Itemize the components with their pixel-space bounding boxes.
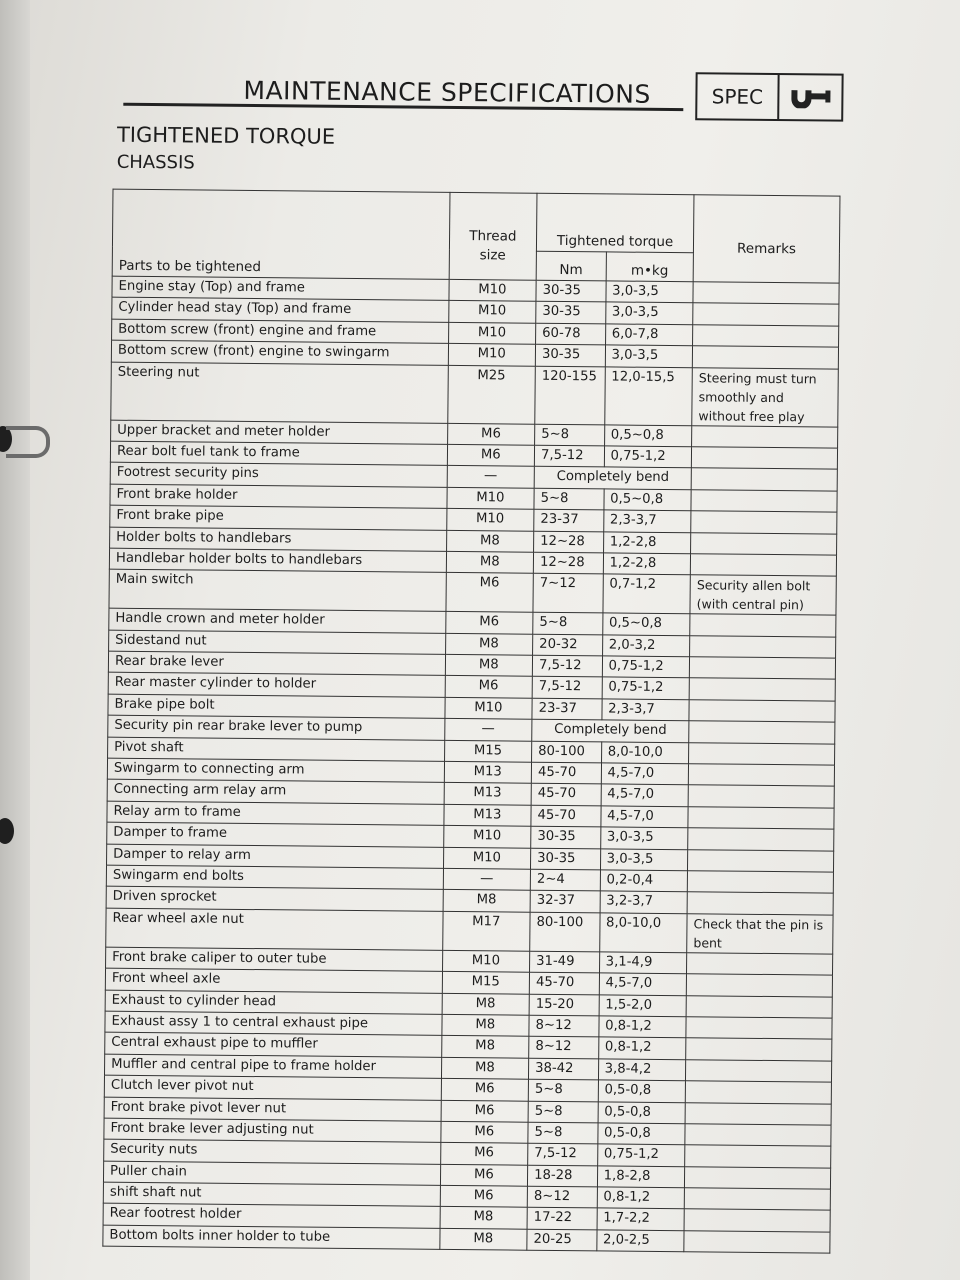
mkg-cell: 0,75-1,2 xyxy=(602,677,690,699)
page-title: MAINTENANCE SPECIFICATIONS xyxy=(243,75,651,109)
part-cell: Swingarm to connecting arm xyxy=(107,758,444,783)
part-cell: Rear wheel axle nut xyxy=(106,908,443,950)
mkg-cell: 3,1-4,9 xyxy=(599,952,687,974)
mkg-cell: 0,8-1,2 xyxy=(598,1016,686,1038)
remarks-cell xyxy=(687,871,833,894)
nm-cell: 7,5-12 xyxy=(532,655,602,677)
nm-cell: 7,5-12 xyxy=(534,445,604,467)
nm-cell: 20-25 xyxy=(527,1229,597,1251)
mkg-cell: 0,5~0,8 xyxy=(604,424,692,446)
nm-cell: 120-155 xyxy=(535,366,605,425)
thread-cell: M6 xyxy=(441,1100,529,1122)
remarks-cell: Check that the pin is bent xyxy=(687,913,833,953)
nm-cell: 5~8 xyxy=(535,424,605,446)
part-cell: Brake pipe bolt xyxy=(108,694,445,719)
thread-cell: M17 xyxy=(442,911,530,951)
thread-cell: M10 xyxy=(448,322,536,344)
remarks-cell xyxy=(686,1059,832,1082)
part-cell: Front brake pipe xyxy=(110,505,447,530)
nm-cell: 7,5-12 xyxy=(532,677,602,699)
remarks-cell xyxy=(690,635,836,658)
nm-cell: 32-37 xyxy=(530,891,600,913)
thread-cell: M6 xyxy=(440,1185,528,1207)
remarks-cell xyxy=(686,1017,832,1040)
remarks-cell xyxy=(689,721,835,744)
part-cell: Rear bolt fuel tank to frame xyxy=(110,441,447,466)
mkg-cell: 8,0-10,0 xyxy=(599,913,687,953)
page-edge xyxy=(0,0,30,1280)
nm-cell: 30-35 xyxy=(531,826,601,848)
nm-cell: 20-32 xyxy=(533,634,603,656)
nm-cell: 30-35 xyxy=(531,848,601,870)
mkg-cell: 0,5-0,8 xyxy=(597,1123,685,1145)
mkg-cell: 1,5-2,0 xyxy=(599,994,687,1016)
title-row xyxy=(123,65,844,132)
remarks-cell xyxy=(692,346,838,369)
part-cell: Handlebar holder bolts to handlebars xyxy=(109,548,446,573)
part-cell: Front wheel axle xyxy=(105,968,442,993)
part-cell: Footrest security pins xyxy=(110,462,447,487)
mkg-cell: 3,8-4,2 xyxy=(598,1059,686,1081)
nm-cell: 8~12 xyxy=(529,1037,599,1059)
nm-cell: 18-28 xyxy=(528,1165,598,1187)
remarks-cell xyxy=(689,742,835,765)
nm-cell: 31-49 xyxy=(530,951,600,973)
thread-cell: M8 xyxy=(441,1014,529,1036)
thread-cell: M8 xyxy=(442,993,530,1015)
thread-cell: M8 xyxy=(445,633,533,655)
thread-cell: M10 xyxy=(442,950,530,972)
nm-cell: 7~12 xyxy=(533,574,603,614)
part-cell: Steering nut xyxy=(111,362,448,423)
nm-cell: 5~8 xyxy=(534,488,604,510)
part-cell: Exhaust assy 1 to central exhaust pipe xyxy=(105,1011,442,1036)
mkg-cell: 4,5-7,0 xyxy=(601,763,689,785)
spec-label: SPEC xyxy=(697,74,779,119)
remarks-cell xyxy=(687,952,833,975)
nm-cell: 17-22 xyxy=(527,1208,597,1230)
nm-cell: 23-37 xyxy=(532,698,602,720)
remarks-cell xyxy=(685,1166,831,1189)
mkg-cell: 0,5~0,8 xyxy=(604,489,692,511)
mkg-cell: 4,5-7,0 xyxy=(601,784,689,806)
remarks-cell xyxy=(689,678,835,701)
remarks-cell xyxy=(685,1081,831,1104)
part-cell: Puller chain xyxy=(103,1161,440,1186)
part-cell: shift shaft nut xyxy=(103,1182,440,1207)
mkg-cell: 3,2-3,7 xyxy=(600,891,688,913)
mkg-cell: 1,7-2,2 xyxy=(597,1208,685,1230)
thread-cell: M13 xyxy=(443,804,531,826)
part-cell: Central exhaust pipe to muffler xyxy=(105,1032,442,1057)
nm-cell: 5~8 xyxy=(528,1101,598,1123)
thread-cell: M6 xyxy=(440,1143,528,1165)
remarks-cell xyxy=(691,489,837,512)
nm-cell: 45-70 xyxy=(531,762,601,784)
part-cell: Engine stay (Top) and frame xyxy=(112,276,449,301)
part-cell: Connecting arm relay arm xyxy=(107,780,444,805)
nm-cell: 80-100 xyxy=(532,741,602,763)
mkg-cell: 4,5-7,0 xyxy=(599,973,687,995)
remarks-cell xyxy=(690,554,836,577)
mkg-cell: 3,0-3,5 xyxy=(605,345,693,367)
nm-cell: 12~28 xyxy=(534,531,604,553)
thread-cell: M6 xyxy=(447,444,535,466)
thread-cell: — xyxy=(443,868,531,890)
part-cell: Security pin rear brake lever to pump xyxy=(108,715,445,740)
nm-cell: 5~8 xyxy=(528,1122,598,1144)
mkg-cell: 0,75-1,2 xyxy=(597,1144,685,1166)
part-cell: Upper bracket and meter holder xyxy=(111,420,448,445)
mkg-cell: 0,5~0,8 xyxy=(602,613,690,635)
torque-table xyxy=(102,189,840,1254)
remarks-cell xyxy=(685,1145,831,1168)
thread-cell: M25 xyxy=(447,365,535,424)
part-cell: Clutch lever pivot nut xyxy=(104,1075,441,1100)
thread-cell: M6 xyxy=(441,1078,529,1100)
remarks-cell: Steering must turn smoothly and without free play xyxy=(692,367,838,426)
table-row xyxy=(111,362,839,427)
part-cell: Security nuts xyxy=(104,1139,441,1164)
nm-cell: 60-78 xyxy=(536,323,606,345)
remarks-cell xyxy=(688,807,834,830)
thread-cell: M10 xyxy=(443,847,531,869)
torque-cell: Completely bend xyxy=(532,719,689,742)
remarks-cell xyxy=(686,995,832,1018)
remarks-cell xyxy=(684,1188,830,1211)
remarks-cell xyxy=(691,511,837,534)
part-cell: Damper to frame xyxy=(107,822,444,847)
remarks-cell xyxy=(688,849,834,872)
mkg-cell: 3,0-3,5 xyxy=(600,827,688,849)
thread-cell: M8 xyxy=(440,1207,528,1229)
part-cell: Front brake lever adjusting nut xyxy=(104,1118,441,1143)
thread-cell: M8 xyxy=(443,890,531,912)
mkg-cell: 0,8-1,2 xyxy=(597,1187,685,1209)
torque-cell: Completely bend xyxy=(534,467,691,490)
remarks-cell xyxy=(689,657,835,680)
header-part: Parts to be tightened xyxy=(112,189,449,279)
thread-cell: M6 xyxy=(440,1121,528,1143)
thread-cell: M6 xyxy=(440,1164,528,1186)
mkg-cell: 0,5-0,8 xyxy=(598,1101,686,1123)
mkg-cell: 0,7-1,2 xyxy=(603,574,691,614)
mkg-cell: 6,0-7,8 xyxy=(605,324,693,346)
remarks-cell xyxy=(687,892,833,915)
remarks-cell xyxy=(693,282,839,305)
remarks-cell xyxy=(693,303,839,326)
thread-cell: M10 xyxy=(448,301,536,323)
section-heading: TIGHTENED TORQUE xyxy=(116,122,336,149)
remarks-cell xyxy=(689,700,835,723)
remarks-cell xyxy=(691,532,837,555)
header-mkg: m•kg xyxy=(606,251,694,281)
remarks-cell xyxy=(684,1209,830,1232)
nm-cell: 23-37 xyxy=(534,509,604,531)
nm-cell: 80-100 xyxy=(530,912,600,952)
thread-cell: — xyxy=(444,719,532,741)
part-cell: Front brake caliper to outer tube xyxy=(106,947,443,972)
part-cell: Front brake pivot lever nut xyxy=(104,1097,441,1122)
nm-cell: 30-35 xyxy=(535,344,605,366)
header-thread: Thread size xyxy=(449,192,537,280)
thread-cell: M6 xyxy=(447,423,535,445)
thread-cell: — xyxy=(447,466,535,488)
part-cell: Muffler and central pipe to frame holder xyxy=(104,1054,441,1079)
part-cell: Main switch xyxy=(109,569,446,611)
thread-cell: M10 xyxy=(449,279,537,301)
nm-cell: 8~12 xyxy=(527,1186,597,1208)
thread-cell: M8 xyxy=(441,1036,529,1058)
nm-cell: 45-70 xyxy=(531,805,601,827)
thread-cell: M10 xyxy=(447,487,535,509)
part-cell: Front brake holder xyxy=(110,484,447,509)
nm-cell: 7,5-12 xyxy=(528,1143,598,1165)
thread-cell: M15 xyxy=(442,972,530,994)
mkg-cell: 3,0-3,5 xyxy=(606,281,694,303)
part-cell: Bottom bolts inner holder to tube xyxy=(103,1225,440,1250)
remarks-cell xyxy=(685,1102,831,1125)
part-cell: Handle crown and meter holder xyxy=(109,608,446,633)
nm-cell: 8~12 xyxy=(529,1015,599,1037)
part-cell: Relay arm to frame xyxy=(107,801,444,826)
nm-cell: 45-70 xyxy=(531,784,601,806)
page-content xyxy=(52,56,863,1248)
header-nm: Nm xyxy=(536,251,606,281)
thread-cell: M8 xyxy=(446,551,534,573)
part-cell: Bottom screw (front) engine and frame xyxy=(112,319,449,344)
mkg-cell: 2,3-3,7 xyxy=(603,510,691,532)
mkg-cell: 2,0-2,5 xyxy=(596,1230,684,1252)
mkg-cell: 8,0-10,0 xyxy=(601,742,689,764)
thread-cell: M6 xyxy=(445,676,533,698)
header-torque: Tightened torque xyxy=(536,193,694,252)
remarks-cell xyxy=(690,614,836,637)
thread-cell: M10 xyxy=(444,697,532,719)
part-cell: Damper to relay arm xyxy=(107,844,444,869)
thread-cell: M10 xyxy=(446,509,534,531)
mkg-cell: 1,8-2,8 xyxy=(597,1166,685,1188)
mkg-cell: 1,2-2,8 xyxy=(603,531,691,553)
remarks-cell xyxy=(688,764,834,787)
mkg-cell: 0,75-1,2 xyxy=(604,446,692,468)
mkg-cell: 1,2-2,8 xyxy=(603,553,691,575)
thread-cell: M10 xyxy=(448,344,536,366)
remarks-cell xyxy=(691,447,837,470)
remarks-cell xyxy=(688,785,834,808)
thread-cell: M6 xyxy=(446,573,534,613)
part-cell: Holder bolts to handlebars xyxy=(110,527,447,552)
part-cell: Exhaust to cylinder head xyxy=(105,990,442,1015)
part-cell: Pivot shaft xyxy=(108,737,445,762)
mkg-cell: 3,0-3,5 xyxy=(600,848,688,870)
nm-cell: 30-35 xyxy=(536,302,606,324)
thread-cell: M6 xyxy=(445,612,533,634)
part-cell: Bottom screw (front) engine to swingarm xyxy=(111,340,448,365)
part-cell: Cylinder head stay (Top) and frame xyxy=(112,298,449,323)
mkg-cell: 0,75-1,2 xyxy=(602,656,690,678)
nm-cell: 2~4 xyxy=(530,869,600,891)
part-cell: Swingarm end bolts xyxy=(106,865,443,890)
mkg-cell: 2,0-3,2 xyxy=(602,635,690,657)
mkg-cell: 2,3-3,7 xyxy=(602,699,690,721)
part-cell: Sidestand nut xyxy=(109,630,446,655)
part-cell: Rear footrest holder xyxy=(103,1204,440,1229)
spec-box xyxy=(695,72,843,121)
remarks-cell xyxy=(686,974,832,997)
thread-cell: M10 xyxy=(443,826,531,848)
remarks-cell xyxy=(686,1038,832,1061)
wrench-icon xyxy=(779,75,841,120)
mkg-cell: 0,2-0,4 xyxy=(600,870,688,892)
remarks-cell xyxy=(693,325,839,348)
thread-cell: M13 xyxy=(444,761,532,783)
remarks-cell xyxy=(684,1231,830,1254)
remarks-cell: Security allen bolt (with central pin) xyxy=(690,575,836,615)
mkg-cell: 0,8-1,2 xyxy=(598,1037,686,1059)
thread-cell: M8 xyxy=(446,530,534,552)
thread-cell: M8 xyxy=(441,1057,529,1079)
part-cell: Rear brake lever xyxy=(108,651,445,676)
nm-cell: 15-20 xyxy=(529,994,599,1016)
thread-cell: M15 xyxy=(444,740,532,762)
nm-cell: 5~8 xyxy=(528,1079,598,1101)
nm-cell: 12~28 xyxy=(533,552,603,574)
mkg-cell: 0,5-0,8 xyxy=(598,1080,686,1102)
nm-cell: 45-70 xyxy=(529,972,599,994)
remarks-cell xyxy=(685,1124,831,1147)
nm-cell: 30-35 xyxy=(536,280,606,302)
header-remarks: Remarks xyxy=(693,195,840,283)
remarks-cell xyxy=(691,468,837,491)
nm-cell: 38-42 xyxy=(529,1058,599,1080)
mkg-cell: 12,0-15,5 xyxy=(604,366,692,425)
thread-cell: M13 xyxy=(444,783,532,805)
part-cell: Rear master cylinder to holder xyxy=(108,673,445,698)
nm-cell: 5~8 xyxy=(533,613,603,635)
part-cell: Driven sprocket xyxy=(106,887,443,912)
mkg-cell: 3,0-3,5 xyxy=(605,302,693,324)
remarks-cell xyxy=(692,425,838,448)
section-subheading: CHASSIS xyxy=(116,151,195,174)
thread-cell: M8 xyxy=(439,1228,527,1250)
binder-ring xyxy=(6,426,50,458)
remarks-cell xyxy=(688,828,834,851)
thread-cell: M8 xyxy=(445,654,533,676)
mkg-cell: 4,5-7,0 xyxy=(601,806,689,828)
